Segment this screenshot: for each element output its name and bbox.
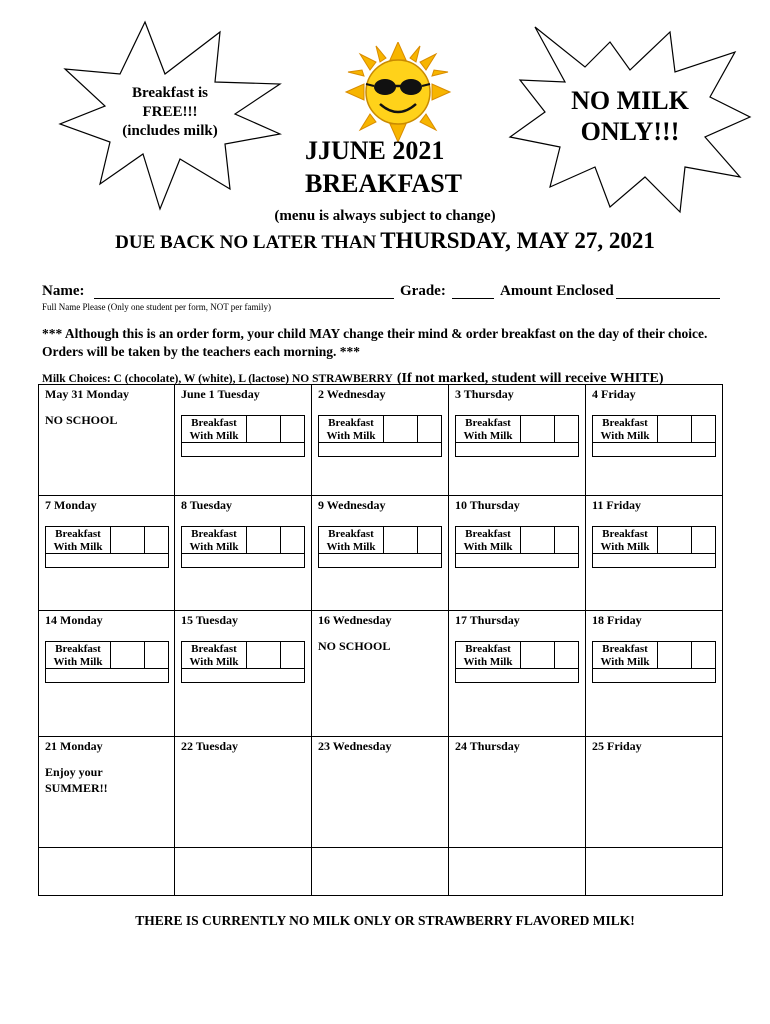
calendar-day-cell [38,610,175,737]
breakfast-order-box [318,415,442,457]
calendar-day-cell [311,610,449,737]
day-label: 21 Monday [45,739,103,753]
no-milk-only-text: NO MILK ONLY!!! [571,86,689,147]
calendar-day-cell [448,736,586,896]
calendar-day-cell [448,610,586,737]
milk-default-note: (If not marked, student will receive WHITE) [396,371,664,386]
quantity-box[interactable] [520,642,554,668]
calendar-day-cell [174,495,312,611]
order-notes-box[interactable] [46,668,168,682]
title-line-1: JJUNE 2021 [305,136,445,165]
calendar-day-cell [585,736,723,896]
quantity-box[interactable] [520,527,554,553]
day-label: 14 Monday [45,613,103,627]
day-label: May 31 Monday [45,387,129,401]
milk-choice-box[interactable] [554,642,578,668]
calendar-day-cell [38,384,175,496]
breakfast-order-box [181,641,305,683]
empty-order-strip [449,847,585,895]
day-label: 22 Tuesday [181,739,239,753]
footer-note: THERE IS CURRENTLY NO MILK ONLY OR STRAWBERRY FLAVORED MILK! [135,913,635,928]
breakfast-with-milk-label: Breakfast With Milk [326,528,376,553]
order-notes-box[interactable] [593,553,715,567]
breakfast-order-box [181,526,305,568]
calendar-day-cell [38,736,175,896]
due-back-line [0,228,770,254]
breakfast-with-milk-label: Breakfast With Milk [326,417,376,442]
breakfast-with-milk-label: Breakfast With Milk [53,643,103,668]
milk-choice-box[interactable] [691,527,715,553]
order-notes-box[interactable] [456,668,578,682]
day-label: 3 Thursday [455,387,514,401]
page-title [305,135,475,200]
milk-choice-box[interactable] [554,416,578,442]
breakfast-with-milk-label: Breakfast With Milk [600,417,650,442]
sun-sunglasses-icon [338,42,458,142]
day-label: 9 Wednesday [318,498,386,512]
breakfast-with-milk-label: Breakfast With Milk [463,528,513,553]
empty-order-strip [39,847,174,895]
breakfast-order-box [455,526,579,568]
breakfast-with-milk-label: Breakfast With Milk [53,528,103,553]
order-notice: *** Although this is an order form, your child MAY change their mind & order breakfast on the day of their choice. Orders will be taken by the teachers each morning. *** [42,326,708,360]
order-notes-box[interactable] [46,553,168,567]
breakfast-order-box [45,526,169,568]
calendar-day-cell [585,495,723,611]
calendar-day-cell [585,384,723,496]
breakfast-order-box [592,641,716,683]
due-back-prefix: DUE BACK NO LATER THAN [115,232,377,253]
day-label: 2 Wednesday [318,387,386,401]
name-label: Name: [42,283,85,299]
order-notes-box[interactable] [182,553,304,567]
calendar-day-cell [311,495,449,611]
breakfast-with-milk-label: Breakfast With Milk [463,643,513,668]
milk-choice-box[interactable] [691,416,715,442]
milk-choice-box[interactable] [280,642,304,668]
calendar-day-cell [38,495,175,611]
grade-label: Grade: [400,283,446,299]
order-notes-box[interactable] [593,442,715,456]
milk-choice-box[interactable] [417,416,441,442]
milk-choice-box[interactable] [280,416,304,442]
order-notes-box[interactable] [182,668,304,682]
order-notes-box[interactable] [319,553,441,567]
day-label: 17 Thursday [455,613,520,627]
breakfast-with-milk-label: Breakfast With Milk [189,528,239,553]
calendar-day-cell [585,610,723,737]
day-label: 23 Wednesday [318,739,392,753]
milk-choice-box[interactable] [144,527,168,553]
day-label: 11 Friday [592,498,642,512]
breakfast-order-box [318,526,442,568]
calendar-day-cell [448,495,586,611]
day-label: 18 Friday [592,613,642,627]
subtitle: (menu is always subject to change) [274,208,496,224]
name-field[interactable] [94,298,394,299]
quantity-box[interactable] [110,642,144,668]
quantity-box[interactable] [246,527,280,553]
day-label: 15 Tuesday [181,613,239,627]
quantity-box[interactable] [246,416,280,442]
quantity-box[interactable] [657,527,691,553]
milk-choice-box[interactable] [691,642,715,668]
grade-field[interactable] [452,298,494,299]
breakfast-order-box [181,415,305,457]
breakfast-order-box [592,526,716,568]
quantity-box[interactable] [246,642,280,668]
day-label: 10 Thursday [455,498,520,512]
day-note: NO SCHOOL [318,639,391,653]
milk-choice-box[interactable] [417,527,441,553]
quantity-box[interactable] [110,527,144,553]
milk-choices-list: Milk Choices: C (chocolate), W (white), L (lactose) NO STRAWBERRY [42,373,393,385]
day-label: June 1 Tuesday [181,387,260,401]
milk-choice-box[interactable] [144,642,168,668]
day-label: 16 Wednesday [318,613,392,627]
breakfast-with-milk-label: Breakfast With Milk [189,643,239,668]
day-note: Enjoy your SUMMER!! [45,765,108,795]
day-label: 8 Tuesday [181,498,233,512]
day-note: NO SCHOOL [45,413,118,427]
order-notes-box[interactable] [593,668,715,682]
order-notes-box[interactable] [319,442,441,456]
milk-choice-box[interactable] [280,527,304,553]
calendar-day-cell [174,736,312,896]
name-hint: Full Name Please (Only one student per form, NOT per family) [42,302,272,312]
quantity-box[interactable] [383,416,417,442]
quantity-box[interactable] [657,642,691,668]
amount-label: Amount Enclosed [500,283,614,299]
breakfast-order-box [455,415,579,457]
day-label: 7 Monday [45,498,97,512]
empty-order-strip [175,847,311,895]
breakfast-with-milk-label: Breakfast With Milk [463,417,513,442]
breakfast-with-milk-label: Breakfast With Milk [189,417,239,442]
empty-order-strip [586,847,722,895]
quantity-box[interactable] [383,527,417,553]
calendar-day-cell [174,610,312,737]
day-label: 25 Friday [592,739,642,753]
day-label: 4 Friday [592,387,636,401]
breakfast-with-milk-label: Breakfast With Milk [600,643,650,668]
calendar-day-cell [311,736,449,896]
breakfast-order-box [455,641,579,683]
quantity-box[interactable] [657,416,691,442]
breakfast-with-milk-label: Breakfast With Milk [600,528,650,553]
breakfast-order-box [592,415,716,457]
day-label: 24 Thursday [455,739,520,753]
order-notes-box[interactable] [456,553,578,567]
order-notes-box[interactable] [456,442,578,456]
breakfast-order-box [45,641,169,683]
quantity-box[interactable] [520,416,554,442]
milk-choice-box[interactable] [554,527,578,553]
title-line-2: BREAKFAST [305,168,462,198]
order-notes-box[interactable] [182,442,304,456]
calendar-day-cell [311,384,449,496]
amount-field[interactable] [616,298,720,299]
free-breakfast-text: Breakfast is FREE!!! (includes milk) [122,85,218,139]
due-back-date: THURSDAY, MAY 27, 2021 [380,228,655,253]
calendar-day-cell [174,384,312,496]
breakfast-calendar [38,384,712,896]
empty-order-strip [312,847,448,895]
calendar-day-cell [448,384,586,496]
